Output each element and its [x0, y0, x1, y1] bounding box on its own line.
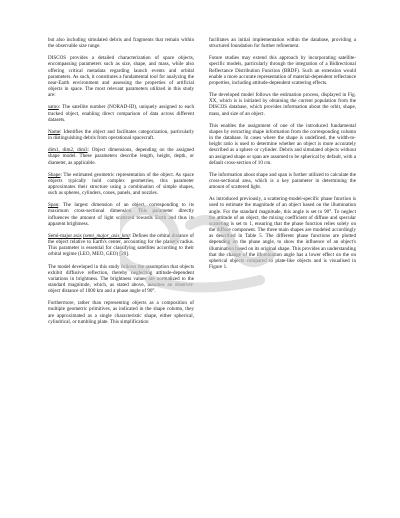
definition-text: : Identifies the object and facilitates categorization, particularly in distinguishing debris from operational spacecraft. [48, 128, 194, 142]
paragraph: As introduced previously, a scattering-model-specific phase function is used to estimate the magnitude of an object based on the illumination angle. For the standard magnitude, this angle is set to 90°. To neglect the attitude of an object, the mixing coefficient of diffuse and specular scattering is set to 1, ensuring that the phase function relies solely on the diffuse component. The three main shapes are modeled accordingly as described in Table 5. The different phase functions are plotted depending on the phase angle, to show the influence of an object's illumination based on its original shape. This provides an understanding that the change of the illumination angle has a lower effect on the on spherical objects compared to plate-like objects and is visualised in Figure 1. [209, 196, 356, 270]
term-code: (semi_major_axis_km) [82, 232, 130, 239]
term-label: Name [48, 128, 61, 135]
paragraph: but also including simulated debris and fragments that remain within the observable size range. [48, 37, 194, 50]
paragraph: Future studies may extend this approach by incorporating satellite-specific models, particularly through the integration of a Bidirectional Reflectance Distribution Function (BRDF). Such an extension would enable a more accurate representation of material-dependent reflectance properties, including attitude-dependent scattering effects. [209, 55, 356, 86]
term-label: satno [48, 104, 59, 111]
right-column [209, 37, 356, 276]
definition-shape [48, 172, 194, 197]
definition-span [48, 202, 194, 227]
term-label: Semi-major axis [48, 232, 82, 239]
definition-semi-major-axis [48, 233, 194, 258]
paragraph: facilitates an initial implementation within the database, providing a structured foundation for further refinement. [209, 37, 356, 50]
term-label: dim1, dim2, dim3 [48, 147, 88, 154]
term-label: Span [48, 202, 59, 209]
definition-text: : Defines the orbital distance of the object relative to Earth's center, accounting for the planet's radius. This parameter is essential for classifying satellites according to their orbital regime (LEO, MEO, GEO) [20]. [48, 232, 195, 258]
definition-dims [48, 147, 194, 165]
left-column [48, 37, 194, 331]
paragraph: The model developed in this study follows the assumption that objects exhibit diffusive reflection, thereby neglecting attitude-dependent variations in brightness. The brightness values are normalized to the standard magnitude, which, as stated above, assumes an observer-object distance of 1000 km and a phase angle of 90°. [48, 263, 194, 295]
term-label: Shape [48, 171, 61, 178]
paragraph: The information about shape and span is further utilized to calculate the cross-sectional area, which is a key parameter in determining the amount of scattered light. [209, 171, 356, 191]
paragraph: This enables the assignment of one of the introduced fundamental shapes by extracting shape information from the corresponding column in the database. In cases where the shape is undefined, the width-to-height ratio is used to determine whether an object is more accurately described as a sphere or cylinder. Debris and simulated objects without an assigned shape or span are assumed to be spherical by default, with a default cross-section of 10 cm. [209, 122, 356, 166]
definition-name [48, 129, 194, 141]
paragraph: DISCOS provides a detailed characterization of space objects, encompassing parameters such as size, shape, and mass, while also offering critical metadata regarding launch events and orbital parameters. As such, it constitutes a fundamental tool for analyzing the near-Earth environment and assessing the properties of artificial objects in space. The most relevant parameters utilized in this study are: [48, 55, 194, 99]
paragraph: Furthermore, rather than representing objects as a composition of multiple geometric primitives, as indicated in the shape column, they are approximated as a single characteristic shape, either spherical, cylindrical, or tumbling plate. This simplification [48, 300, 194, 325]
definition-satno [48, 104, 194, 122]
paragraph: The developed model follows the estimation process, displayed in Fig. XX, which is is initiated by obtaining the current population from the DISCOS database, which provides information about the orbit, shape, mass, and size of an object. [209, 92, 356, 117]
definition-text: : The estimated geometric representation of the object. As space objects typically hold complex geometries, this parameter approximates their structure using a combination of simple shapes, such as spheres, cylinders, cones, panels, and nozzles. [48, 171, 194, 197]
definition-text: : The largest dimension of an object, corresponding to its maximum cross-sectional dimension. This parameter directly influences the amount of light scattered towards Earth and thus its apparent brightness. [48, 202, 194, 227]
definition-text: : The satellite number (NORAD-ID), uniquely assigned to each tracked object, enabling direct comparison of data across different datasets. [48, 104, 194, 123]
definition-text: : Object dimensions, depending on the assigned shape model. These parameters describe length, height, depth, or diameter, as applicable. [48, 147, 194, 166]
